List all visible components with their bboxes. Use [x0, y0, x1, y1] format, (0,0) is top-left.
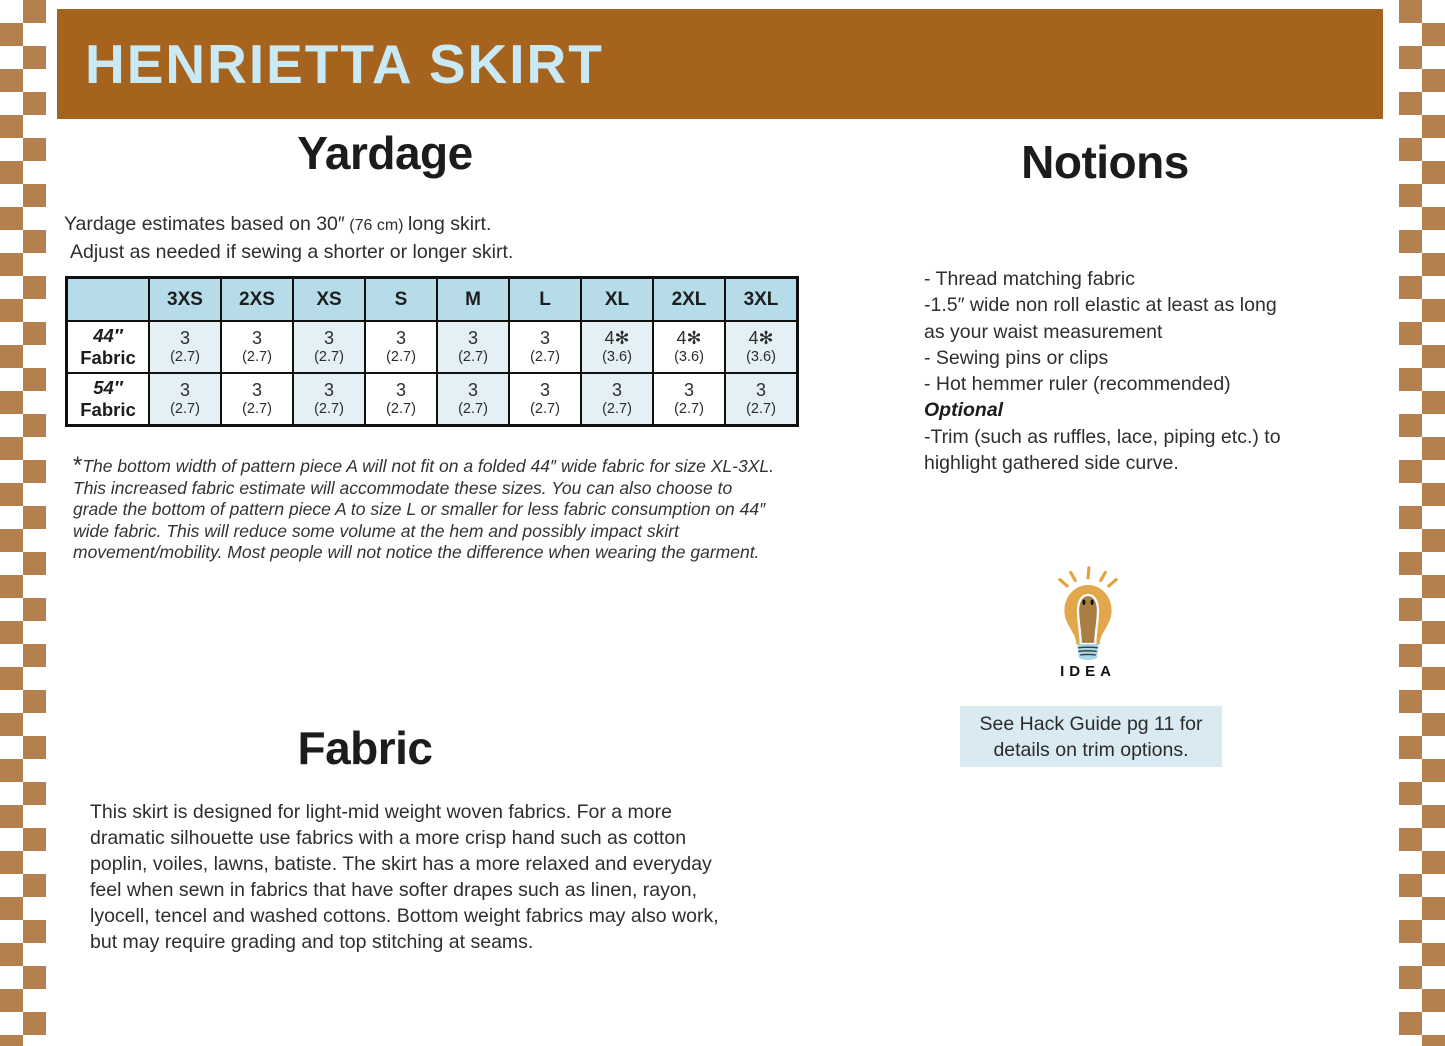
notions-item-optional: -Trim (such as ruffles, lace, piping etc.) to highlight gathered side curve. — [924, 425, 1281, 475]
fabric-width-row-label: 44″ Fabric — [67, 321, 150, 373]
hack-guide-tip-box — [960, 706, 1222, 767]
yardage-cell: 3 (2.7) — [437, 321, 509, 373]
table-row-54 — [67, 373, 798, 426]
yardage-intro — [64, 211, 513, 265]
footnote-text: The bottom width of pattern piece A will not fit on a folded 44″ wide fabric for size XL-3XL. This increased fabric estimate will accommodate these sizes. You can also choose to grade the bottom of pattern piece A to size L or smaller for less fabric consumption on 44″ wide fabric. This will reduce some volume at the hem and possibly impact skirt movement/mobility. Most people will not notice the difference when wearing the garment. — [73, 456, 774, 562]
size-column-header: 2XL — [653, 278, 725, 322]
table-header-row — [67, 278, 798, 322]
optional-label: Optional — [924, 399, 1004, 422]
yardage-cell: 3 (2.7) — [149, 373, 221, 426]
tip-text: See Hack Guide pg 11 for details on trim options. — [979, 712, 1203, 761]
size-column-header: XS — [293, 278, 365, 322]
fabric-paragraph: This skirt is designed for light-mid weight woven fabrics. For a more dramatic silhouette use fabrics with a more crisp hand such as cotton poplin, voiles, lawns, batiste. The skirt has a more relaxed and everyday feel when sewn in fabrics that have softer drapes such as linen, rayon, lyocell, tencel and washed cottons. Bottom weight fabrics may also work, but may require grading and top stitching at seams. — [90, 801, 719, 953]
yardage-cell: 3 (2.7) — [149, 321, 221, 373]
yardage-cell: 3 (2.7) — [653, 373, 725, 426]
corner-cell — [67, 278, 150, 322]
notions-item: - Hot hemmer ruler (recommended) — [924, 373, 1231, 396]
size-column-header: XL — [581, 278, 653, 322]
yardage-cell: 4✻ (3.6) — [581, 321, 653, 373]
checker-border-left — [0, 0, 46, 1046]
table-row-44 — [67, 321, 798, 373]
yardage-cell: 3 (2.7) — [725, 373, 798, 426]
yardage-cell: 3 (2.7) — [221, 373, 293, 426]
size-column-header: M — [437, 278, 509, 322]
yardage-intro-line1: Yardage estimates based on 30″ (76 cm) long skirt. — [64, 213, 492, 235]
bulb-eye-right — [1091, 599, 1094, 605]
size-column-header: 2XS — [221, 278, 293, 322]
yardage-heading: Yardage — [297, 127, 473, 179]
yardage-cell: 3 (2.7) — [509, 373, 581, 426]
checker-border-right — [1399, 0, 1445, 1046]
bulb-eye-left — [1082, 599, 1085, 605]
size-column-header: 3XL — [725, 278, 798, 322]
bulb-base — [1077, 644, 1099, 660]
yardage-cell: 3 (2.7) — [581, 373, 653, 426]
yardage-cell: 3 (2.7) — [293, 321, 365, 373]
fabric-heading: Fabric — [297, 722, 433, 774]
notions-item: - Sewing pins or clips — [924, 346, 1109, 369]
notions-item: -1.5″ wide non roll elastic at least as long as your waist measurement — [924, 294, 1277, 343]
yardage-cell: 4✻ (3.6) — [653, 321, 725, 373]
yardage-cell: 3 (2.7) — [365, 321, 437, 373]
notions-list — [924, 266, 1296, 476]
yardage-cell: 4✻ (3.6) — [725, 321, 798, 373]
yardage-footnote — [73, 452, 775, 564]
yardage-intro-line2: Adjust as needed if sewing a shorter or longer skirt. — [70, 241, 514, 263]
yardage-cell: 3 (2.7) — [365, 373, 437, 426]
size-column-header: S — [365, 278, 437, 322]
bulb-filament — [1078, 595, 1098, 644]
idea-label: IDEA — [1060, 663, 1116, 680]
yardage-cell: 3 (2.7) — [509, 321, 581, 373]
size-column-header: 3XS — [149, 278, 221, 322]
title-banner — [57, 9, 1383, 119]
lightbulb-idea-icon — [1038, 566, 1138, 664]
lightbulb-rays — [1060, 568, 1116, 586]
fabric-width-row-label: 54″ Fabric — [67, 373, 150, 426]
notions-heading: Notions — [1021, 136, 1189, 188]
yardage-table — [65, 276, 799, 427]
yardage-cell: 3 (2.7) — [293, 373, 365, 426]
footnote-asterisk: * — [73, 452, 83, 479]
notions-item: - Thread matching fabric — [924, 268, 1135, 290]
yardage-cell: 3 (2.7) — [437, 373, 509, 426]
page-title: HENRIETTA SKIRT — [85, 33, 604, 95]
yardage-cell: 3 (2.7) — [221, 321, 293, 373]
size-column-header: L — [509, 278, 581, 322]
